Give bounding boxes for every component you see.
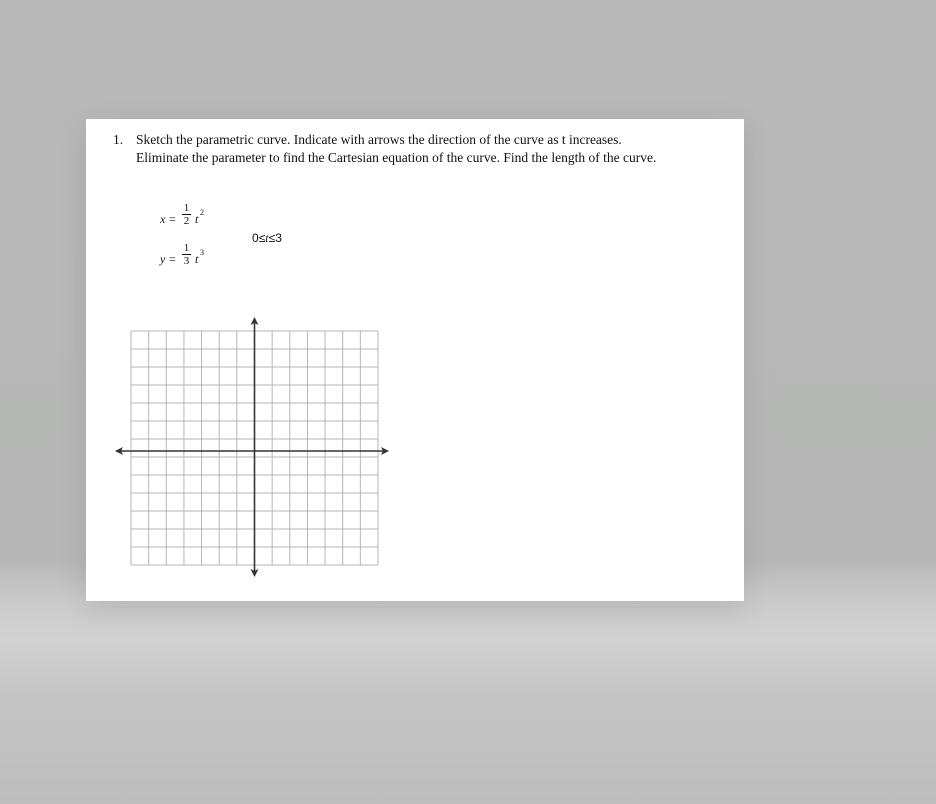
range-low: 0 — [252, 231, 259, 245]
x-exponent: 2 — [200, 208, 204, 217]
worksheet-page — [86, 119, 744, 601]
range-param: t — [265, 231, 269, 245]
y-param: t — [195, 252, 199, 266]
x-param: t — [195, 212, 199, 226]
range-high: 3 — [275, 231, 282, 245]
problem-line-2: Eliminate the parameter to find the Cartesian equation of the curve. Find the length of the curve. — [136, 150, 657, 165]
coordinate-grid — [86, 119, 744, 601]
range-le-1: ≤ — [258, 231, 266, 245]
x-fraction-numerator: 1 — [183, 202, 190, 214]
y-fraction-numerator: 1 — [183, 242, 190, 254]
x-equals-sign: = — [169, 212, 176, 226]
y-fraction-denominator: 3 — [183, 255, 190, 267]
x-fraction-denominator: 2 — [183, 215, 190, 227]
y-exponent: 3 — [200, 248, 204, 257]
y-variable: y — [160, 252, 166, 266]
problem-line-1: Sketch the parametric curve. Indicate with arrows the direction of the curve as t increases. — [136, 132, 622, 147]
y-equals-sign: = — [169, 252, 176, 266]
range-le-2: ≤ — [268, 231, 276, 245]
problem-number: 1. — [113, 132, 124, 147]
x-variable: x — [160, 212, 166, 226]
